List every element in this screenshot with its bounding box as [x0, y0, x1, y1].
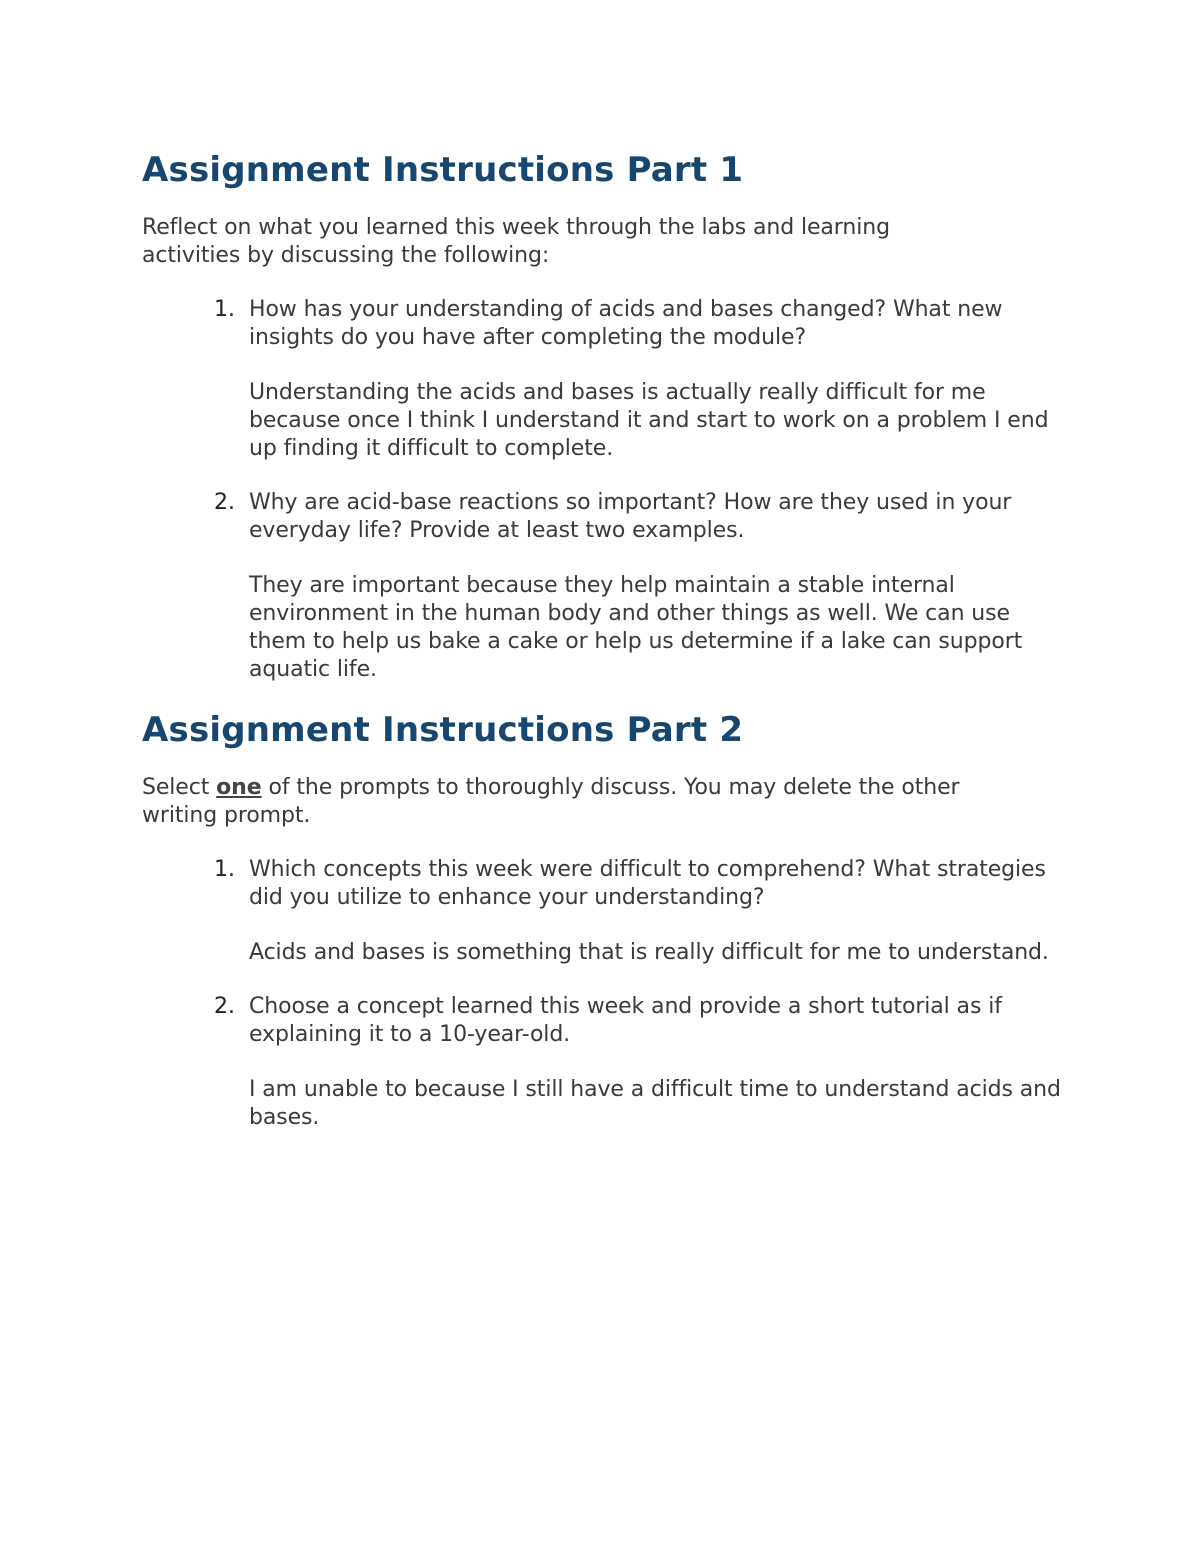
document-page [142, 150, 1062, 1158]
list-number: 2. [214, 490, 235, 515]
question-text: Which concepts this week were difficult to comprehend? What strategies did you utilize to enhance your understanding? [249, 857, 1046, 910]
answer-text: I am unable to because I still have a difficult time to understand acids and bases. [249, 1077, 1061, 1130]
answer-text: Understanding the acids and bases is actually really difficult for me because once I think I understand it and start to work on a problem I end up finding it difficult to complete. [249, 380, 1049, 461]
list-number: 1. [214, 857, 235, 882]
part1-heading: Assignment Instructions Part 1 [142, 150, 744, 190]
list-item [142, 856, 1062, 967]
answer-text: They are important because they help maintain a stable internal environment in the human body and other things as well. We can use them to help us bake a cake or help us determine if a lake can support aquatic life. [249, 573, 1023, 682]
part2-intro-after: of the prompts to thoroughly discuss. You may delete the other writing prompt. [142, 775, 960, 828]
part2-intro [142, 774, 972, 830]
part2-intro-before: Select [142, 775, 217, 800]
question-text: How has your understanding of acids and bases changed? What new insights do you have after completing the module? [249, 297, 1003, 350]
part2-intro-emphasis: one [216, 775, 262, 800]
list-number: 1. [214, 297, 235, 322]
list-item [142, 296, 1062, 463]
part1-intro: Reflect on what you learned this week through the labs and learning activities by discussing the following: [142, 215, 890, 268]
list-item [142, 489, 1062, 684]
list-number: 2. [214, 994, 235, 1019]
part2-heading: Assignment Instructions Part 2 [142, 710, 744, 750]
part1-list [142, 296, 1062, 684]
list-item [142, 993, 1062, 1132]
part2-list [142, 856, 1062, 1132]
question-text: Why are acid-base reactions so important? How are they used in your everyday life? Provide at least two examples. [249, 490, 1012, 543]
question-text: Choose a concept learned this week and provide a short tutorial as if explaining it to a 10-year-old. [249, 994, 1002, 1047]
answer-text: Acids and bases is something that is really difficult for me to understand. [249, 940, 1049, 965]
